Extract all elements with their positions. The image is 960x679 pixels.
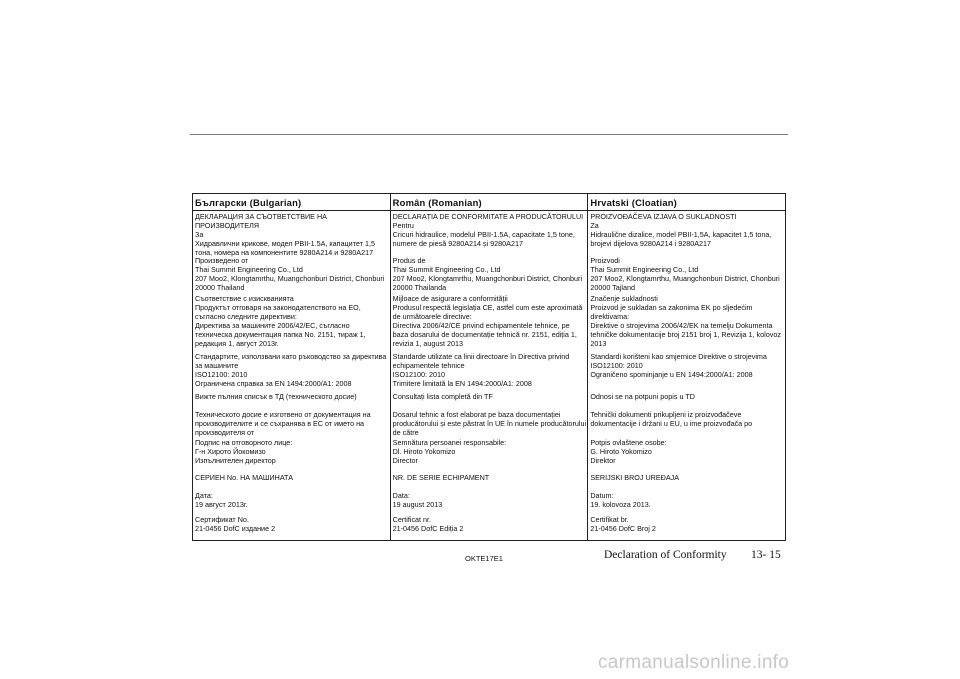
standards-block — [393, 353, 587, 389]
text-line: Certifikat br. — [590, 515, 629, 524]
technical-file-block — [195, 411, 389, 438]
column-romanian — [390, 194, 588, 540]
text-line: Хидравлични крикове, модел PBII-1.5A, капацитет 1,5 тона, номера на компонентите 9280A214 и 9280A217 — [195, 238, 375, 257]
text-line: DECLARAȚIA DE CONFORMITATE A PRODUCĂTORULUI — [392, 212, 584, 221]
text-line: Вижте пълния списък в ТД (техническото досие) — [195, 392, 357, 401]
text-line: 207 Moo2, Klongtamrthu, Muangchonburi District, Chonburi 20000 Thailanda — [392, 273, 583, 292]
text-line: Odnosi se na potpuni popis u TD — [590, 392, 695, 401]
text-line: Direktive o strojevima 2006/42/EK na temelju Dokumenta tehničke dokumentacije broj 2151 broj 1, Revizija 1, kolovoz 2013 — [590, 320, 781, 348]
conformity-block — [195, 295, 389, 348]
text-line: ISO12100: 2010 — [590, 360, 643, 370]
text-line: Thai Summit Engineering Co., Ltd — [392, 264, 501, 274]
text-line: Съответствие с изискванията — [195, 294, 294, 303]
declaration-block — [195, 213, 389, 258]
column-header: Български (Bulgarian) — [193, 194, 390, 211]
certificate-block — [393, 516, 587, 534]
text-line: Дата: — [195, 491, 213, 500]
footer-section-title: Declaration of Conformity — [604, 549, 727, 561]
text-line: 19 август 2013г. — [195, 499, 248, 509]
text-line: Datum: — [590, 491, 614, 500]
text-line: Trimitere limitată la EN 1494:2000/A1: 2008 — [392, 378, 532, 388]
text-line: Thai Summit Engineering Co., Ltd — [590, 264, 699, 274]
text-line: Стандартите, използвани като ръководство за директива за машините — [195, 352, 387, 370]
tf-reference-block — [590, 393, 784, 402]
text-line: За — [195, 229, 204, 239]
text-line: Director — [392, 455, 418, 465]
text-line: Cricuri hidraulice, modelul PBII-1.5A, capacitate 1,5 tone, numere de piesă 9280A214 și 9280A217 — [392, 229, 575, 248]
text-line: Semnătura persoanei responsabile: — [392, 438, 507, 447]
column-header: Hrvatski (Cloatian) — [588, 194, 785, 211]
text-line: Pentru — [392, 220, 414, 230]
text-line: СЕРИЕН No. НА МАШИНАТА — [195, 473, 293, 482]
text-line: Standarde utilizate ca linii directoare în Directiva privind echipamentele tehnice — [392, 352, 570, 370]
text-line: Proizvodi — [590, 256, 620, 265]
text-line: Certificat nr. — [392, 515, 432, 524]
text-line: SERIJSKI BROJ UREĐAJA — [590, 473, 680, 482]
text-line: Produsul respectă legislația CE, astfel cum este aproximată de următoarele directive: — [392, 302, 583, 321]
text-line: Standardi korišteni kao smjernice Direktive o strojevima — [590, 352, 767, 361]
text-line: 19 august 2013 — [392, 499, 443, 509]
standards-block — [590, 353, 784, 380]
signature-block — [590, 439, 784, 466]
text-line: Ograničeno spominjanje u EN 1494:2000/A1: 2008 — [590, 369, 753, 379]
text-line: Произведено от — [195, 256, 249, 265]
declaration-block — [393, 213, 587, 249]
column-header: Român (Romanian) — [391, 194, 588, 211]
text-line: Directiva 2006/42/CE privind echipamentele tehnice, pe baza dosarului de documentație tehnică nr. 2151, ediția 1, revizia 1, august 2013 — [392, 320, 577, 348]
text-line: Tehnički dokumenti prikupljeni iz proizvođačeve dokumentacije i držani u EU, u ime proizvođača po — [590, 410, 753, 428]
text-line: Изпълнителен директор — [195, 455, 276, 465]
text-line: Data: — [392, 491, 410, 500]
tf-reference-block — [195, 393, 389, 402]
text-line: Техническото досие е изготвено от документация на производителите и се съхранява в ЕС от името на производителя от — [195, 410, 371, 437]
text-line: G. Hiroto Yokomizo — [590, 446, 652, 456]
manufacturer-block — [590, 257, 784, 293]
footer-page-number: 13- 15 — [751, 549, 781, 561]
text-line: Ограничена справка за EN 1494:2000/A1: 2008 — [195, 378, 352, 388]
text-line: Dosarul tehnic a fost elaborat pe baza documentației producătorului și este păstrat în UE în numele producătorului de către — [392, 410, 587, 437]
date-block — [195, 492, 389, 510]
text-line: PROIZVOĐAČEVA IZJAVA O SUKLADNOSTI — [590, 212, 737, 221]
text-line: 21-0456 DofC Ediția 2 — [392, 523, 464, 533]
standards-block — [195, 353, 389, 389]
text-line: Подпис на отговорното лице: — [195, 438, 293, 447]
text-line: Potpis ovlaštene osobe: — [590, 438, 667, 447]
column-croatian — [587, 194, 785, 540]
declaration-table — [192, 193, 786, 541]
tf-reference-block — [393, 393, 587, 402]
certificate-block — [590, 516, 784, 534]
serial-number-block — [195, 474, 389, 483]
certificate-block — [195, 516, 389, 534]
manufacturer-block — [393, 257, 587, 293]
text-line: ISO12100: 2010 — [392, 369, 446, 379]
declaration-block — [590, 213, 784, 249]
footer-doc-code: OKTE17E1 — [465, 554, 503, 563]
text-line: Značenje sukladnosti — [590, 294, 658, 303]
text-line: Hidraulične dizalice, model PBII-1,5A, kapacitet 1,5 tona, brojevi dijelova 9280A214 i 9280A217 — [590, 229, 772, 248]
text-line: Сертификат No. — [195, 515, 249, 524]
watermark: carmanualsonline.info — [598, 652, 790, 673]
text-line: Dl. Hiroto Yokomizo — [392, 446, 456, 456]
technical-file-block — [393, 411, 587, 438]
text-line: Consultați lista completă din TF — [392, 392, 493, 401]
text-line: Mijloace de asigurare a conformității — [392, 294, 508, 303]
serial-number-block — [590, 474, 784, 483]
text-line: 21-0456 DofC Broj 2 — [590, 523, 656, 533]
text-line: 19. kolovoza 2013. — [590, 499, 651, 509]
signature-block — [195, 439, 389, 466]
text-line: Direktor — [590, 455, 616, 465]
text-line: ISO12100: 2010 — [195, 369, 248, 379]
text-line: Продуктът отговаря на законодателството на ЕО, съгласно следните директиви: — [195, 302, 361, 321]
text-line: 21-0456 DofC издание 2 — [195, 523, 276, 533]
conformity-block — [590, 295, 784, 348]
manufacturer-block — [195, 257, 389, 293]
text-line: Proizvod je sukladan sa zakonima EK po sljedećim direktivama: — [590, 302, 753, 321]
text-line: ДЕКЛАРАЦИЯ ЗА СЪОТВЕТСТВИЕ НА ПРОИЗВОДИТЕЛЯ — [195, 212, 327, 230]
date-block — [590, 492, 784, 510]
top-rule — [190, 134, 788, 135]
text-line: 207 Moo2, Klongtamrthu, Muangchonburi District, Chonburi 20000 Thailand — [195, 273, 385, 292]
column-bulgarian — [193, 194, 390, 540]
text-line: Thai Summit Engineering Co., Ltd — [195, 264, 303, 274]
text-line: Za — [590, 220, 599, 230]
text-line: NR. DE SERIE ECHIPAMENT — [392, 473, 490, 482]
signature-block — [393, 439, 587, 466]
technical-file-block — [590, 411, 784, 429]
conformity-block — [393, 295, 587, 348]
serial-number-block — [393, 474, 587, 483]
text-line: 207 Moo2, Klongtamrthu, Muangchonburi District, Chonburi 20000 Tajland — [590, 273, 780, 292]
text-line: Директива за машините 2006/42/ЕС, съгласно техническа документация папка No. 2151, тираж 1, редакция 1, август 2013г. — [195, 320, 366, 348]
date-block — [393, 492, 587, 510]
text-line: Г-н Хирото Йокомизо — [195, 446, 266, 456]
text-line: Produs de — [392, 256, 426, 265]
